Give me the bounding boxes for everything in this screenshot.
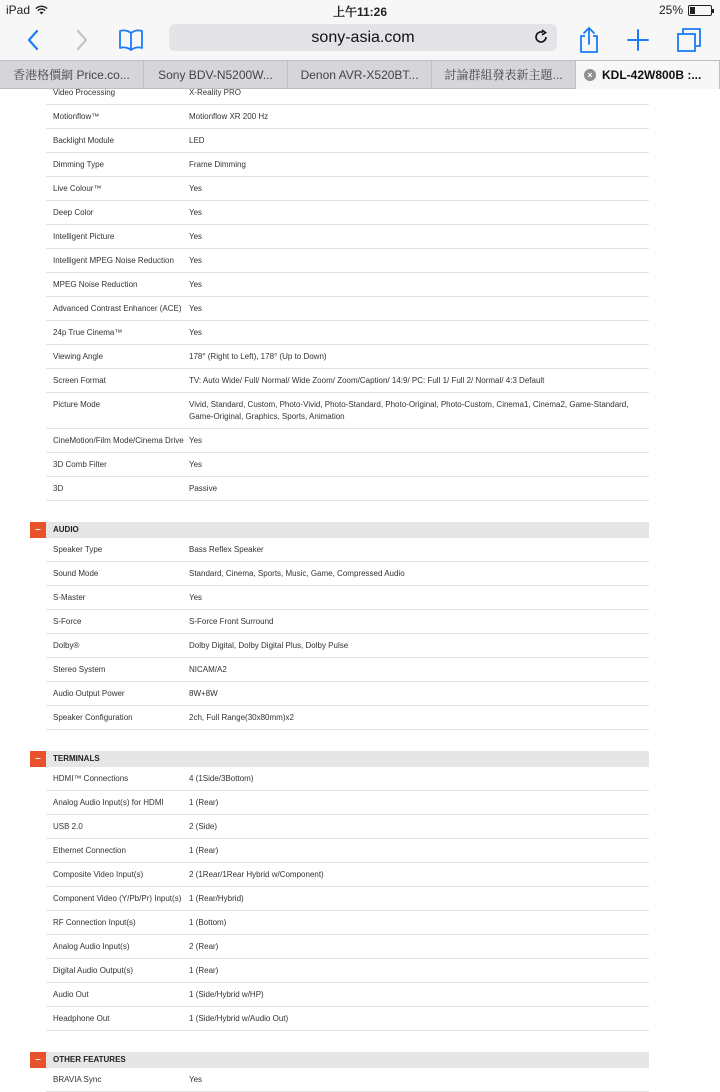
spec-row — [46, 839, 649, 863]
spec-label: Component Video (Y/Pb/Pr) Input(s) — [53, 894, 182, 903]
spec-label: Video Processing — [53, 88, 116, 97]
new-tab-icon[interactable] — [622, 24, 654, 56]
spec-value: 2 (Side) — [189, 822, 218, 831]
spec-value: 1 (Bottom) — [189, 918, 227, 927]
spec-label: Intelligent Picture — [53, 232, 115, 241]
tabs-icon[interactable] — [673, 24, 705, 56]
spec-row — [46, 959, 649, 983]
spec-label: Headphone Out — [53, 1014, 110, 1023]
share-icon[interactable] — [573, 24, 605, 56]
spec-row — [46, 273, 649, 297]
spec-row — [46, 863, 649, 887]
spec-value: 178° (Right to Left), 178° (Up to Down) — [189, 352, 327, 361]
spec-label: Deep Color — [53, 208, 94, 217]
spec-row — [46, 658, 649, 682]
spec-label: Speaker Configuration — [53, 713, 133, 722]
spec-row — [46, 153, 649, 177]
section-header-terminals[interactable] — [35, 751, 649, 767]
spec-row — [46, 177, 649, 201]
spec-value: Yes — [189, 1075, 203, 1084]
spec-value: Passive — [189, 484, 218, 493]
spec-label: S-Master — [53, 593, 86, 602]
spec-value: 1 (Rear) — [189, 966, 219, 975]
spec-value: 2ch, Full Range(30x80mm)x2 — [189, 713, 294, 722]
spec-row — [46, 1007, 649, 1031]
collapse-icon[interactable]: – — [30, 1052, 46, 1068]
spec-value: Standard, Cinema, Sports, Music, Game, Compressed Audio — [189, 569, 405, 578]
close-tab-icon[interactable]: × — [584, 69, 596, 81]
spec-row — [46, 767, 649, 791]
spec-row — [46, 345, 649, 369]
spec-value: Yes — [189, 328, 203, 337]
spec-value: Yes — [189, 184, 203, 193]
spec-label: Picture Mode — [53, 400, 101, 409]
spec-row — [46, 321, 649, 345]
spec-label: Analog Audio Input(s) for HDMI — [53, 798, 164, 807]
tab-title: Sony BDV-N5200W... — [158, 68, 273, 82]
back-icon[interactable] — [17, 24, 49, 56]
collapse-icon[interactable]: – — [30, 522, 46, 538]
bookmarks-icon[interactable] — [115, 24, 147, 56]
spec-row — [46, 610, 649, 634]
spec-row — [46, 105, 649, 129]
spec-label: Digital Audio Output(s) — [53, 966, 134, 975]
spec-row — [46, 393, 649, 429]
spec-row — [46, 297, 649, 321]
spec-label: Analog Audio Input(s) — [53, 942, 130, 951]
address-bar[interactable] — [169, 24, 557, 51]
spec-label: Advanced Contrast Enhancer (ACE) — [53, 304, 182, 313]
spec-label: BRAVIA Sync — [53, 1075, 102, 1084]
spec-label: 24p True Cinema™ — [53, 328, 123, 337]
spec-row — [46, 562, 649, 586]
status-right — [659, 3, 712, 17]
status-bar — [0, 0, 720, 20]
spec-value: Yes — [189, 232, 203, 241]
battery-icon — [688, 5, 712, 16]
tab-title: Denon AVR-X520BT... — [300, 68, 419, 82]
spec-label: HDMI™ Connections — [53, 774, 129, 783]
spec-label: Screen Format — [53, 376, 106, 385]
spec-label: Ethernet Connection — [53, 846, 126, 855]
spec-label: RF Connection Input(s) — [53, 918, 136, 927]
spec-value: Yes — [189, 593, 203, 602]
spec-row — [46, 453, 649, 477]
spec-value: Bass Reflex Speaker — [189, 545, 264, 554]
spec-row — [46, 249, 649, 273]
spec-label: Audio Out — [53, 990, 89, 999]
spec-value: Yes — [189, 460, 203, 469]
spec-value: Yes — [189, 280, 203, 289]
tab-title: 討論群組發表新主題... — [444, 68, 563, 82]
spec-label: USB 2.0 — [53, 822, 83, 831]
spec-value: Yes — [189, 436, 203, 445]
spec-label: Live Colour™ — [53, 184, 102, 193]
collapse-icon[interactable]: – — [30, 751, 46, 767]
spec-row — [46, 201, 649, 225]
spec-value: Vivid, Standard, Custom, Photo-Vivid, Photo-Standard, Photo-Original, Photo-Custom, Cinema1, Cinema2, Game-Standard, Game-Original, Graphics, Sports, Animation — [189, 400, 629, 421]
spec-label: Stereo System — [53, 665, 106, 674]
spec-value: NICAM/A2 — [189, 665, 227, 674]
url-text: sony-asia.com — [311, 28, 415, 46]
spec-label: 3D — [53, 484, 64, 493]
spec-value: Motionflow XR 200 Hz — [189, 112, 269, 121]
device-name: iPad — [6, 3, 31, 17]
battery-level-fill — [690, 7, 695, 14]
spec-value: 1 (Rear) — [189, 798, 219, 807]
spec-row — [46, 369, 649, 393]
section-title: OTHER FEATURES — [53, 1055, 126, 1064]
spec-row — [46, 935, 649, 959]
spec-row — [46, 791, 649, 815]
spec-row — [46, 1068, 649, 1092]
spec-value: 1 (Rear) — [189, 846, 219, 855]
spec-value: 1 (Side/Hybrid w/HP) — [189, 990, 264, 999]
spec-label: Dimming Type — [53, 160, 104, 169]
spec-row — [46, 911, 649, 935]
browser-toolbar — [0, 20, 720, 60]
spec-value: Yes — [189, 256, 203, 265]
section-header-other-features[interactable] — [35, 1052, 649, 1068]
spec-row — [46, 815, 649, 839]
spec-label: CineMotion/Film Mode/Cinema Drive — [53, 436, 184, 445]
spec-row — [46, 706, 649, 730]
spec-value: Yes — [189, 208, 203, 217]
spec-row — [46, 983, 649, 1007]
spec-value: 1 (Side/Hybrid w/Audio Out) — [189, 1014, 289, 1023]
spec-value: 8W+8W — [189, 689, 218, 698]
section-title: AUDIO — [53, 525, 79, 534]
spec-value: Frame Dimming — [189, 160, 246, 169]
spec-label: Sound Mode — [53, 569, 99, 578]
spec-label: Backlight Module — [53, 136, 114, 145]
spec-row — [46, 225, 649, 249]
spec-value: S-Force Front Surround — [189, 617, 274, 626]
forward-icon[interactable] — [66, 24, 98, 56]
status-time: 上午11:26 — [332, 5, 388, 19]
spec-row — [46, 81, 649, 105]
spec-value: LED — [189, 136, 205, 145]
spec-table — [35, 81, 649, 1092]
battery-percent: 25% — [658, 3, 683, 17]
tab-title: 香港格價網 Price.co... — [13, 68, 130, 82]
tab-title: KDL-42W800B :... — [602, 68, 702, 82]
section-header-audio[interactable] — [35, 522, 649, 538]
spec-row — [46, 586, 649, 610]
spec-row — [46, 129, 649, 153]
spec-row — [46, 634, 649, 658]
spec-value: X-Reality PRO — [189, 88, 242, 97]
spec-row — [46, 429, 649, 453]
spec-value: 1 (Rear/Hybrid) — [189, 894, 244, 903]
spec-label: Viewing Angle — [53, 352, 104, 361]
spec-label: Dolby® — [53, 641, 80, 650]
spec-label: MPEG Noise Reduction — [53, 280, 138, 289]
spec-row — [46, 682, 649, 706]
spec-value: 2 (Rear) — [189, 942, 219, 951]
spec-label: Speaker Type — [53, 545, 103, 554]
spec-label: Composite Video Input(s) — [53, 870, 144, 879]
spec-label: 3D Comb Filter — [53, 460, 107, 469]
spec-value: Yes — [189, 304, 203, 313]
page-content — [0, 88, 720, 1084]
spec-value: Dolby Digital, Dolby Digital Plus, Dolby Pulse — [189, 641, 349, 650]
spec-value: TV: Auto Wide/ Full/ Normal/ Wide Zoom/ Zoom/Caption/ 14:9/ PC: Full 1/ Full 2/ Normal/ 4:3 Default — [189, 376, 545, 385]
spec-row — [46, 538, 649, 562]
spec-row — [46, 887, 649, 911]
spec-label: Audio Output Power — [53, 689, 125, 698]
spec-label: Motionflow™ — [53, 112, 100, 121]
spec-label: S-Force — [53, 617, 82, 626]
section-title: TERMINALS — [53, 754, 100, 763]
spec-value: 4 (1Side/3Bottom) — [189, 774, 254, 783]
reload-icon[interactable] — [533, 29, 549, 45]
spec-label: Intelligent MPEG Noise Reduction — [53, 256, 174, 265]
spec-row — [46, 477, 649, 501]
spec-value: 2 (1Rear/1Rear Hybrid w/Component) — [189, 870, 324, 879]
